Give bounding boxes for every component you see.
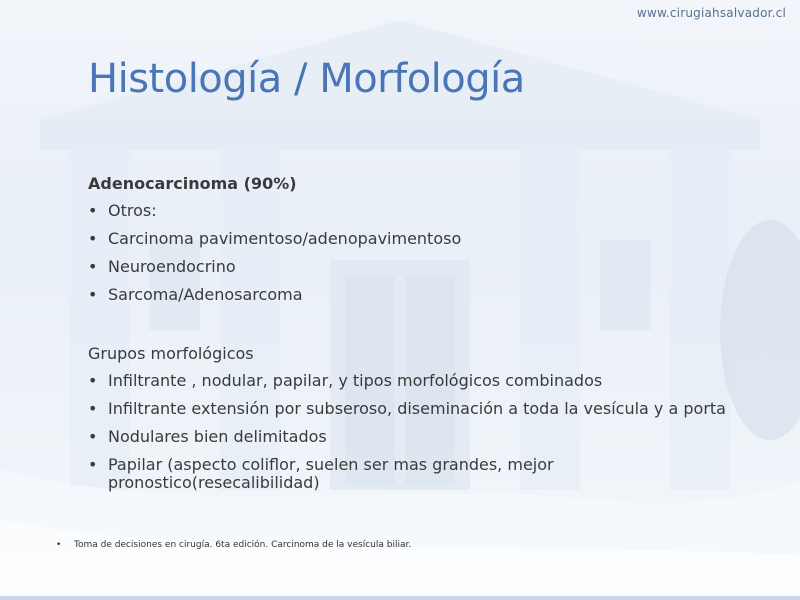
bullet-icon: • [88, 399, 98, 418]
slide-title: Histología / Morfología [88, 56, 525, 102]
list-item: • Infiltrante extensión por subseroso, diseminación a toda la vesícula y a porta [88, 399, 726, 418]
list-item: • Carcinoma pavimentoso/adenopavimentoso [88, 229, 462, 248]
section-heading-morphology: Grupos morfológicos [88, 344, 254, 363]
list-item: • Nodulares bien delimitados [88, 427, 327, 446]
bullet-icon: • [88, 257, 98, 276]
section-heading-adenocarcinoma: Adenocarcinoma (90%) [88, 174, 297, 193]
bullet-list-morphology [88, 372, 768, 492]
bullet-list-histology [88, 202, 768, 304]
bottom-divider [0, 596, 800, 600]
list-item: • Neuroendocrino [88, 257, 236, 276]
footnote-bullet-icon: • [56, 540, 62, 550]
list-item: • Otros: [88, 201, 157, 220]
list-item: • Sarcoma/Adenosarcoma [88, 285, 303, 304]
footnote [56, 540, 411, 550]
site-url: www.cirugiahsalvador.cl [636, 6, 786, 20]
list-item: • Infiltrante , nodular, papilar, y tipos morfológicos combinados [88, 371, 603, 390]
list-item: • Papilar (aspecto coliflor, suelen ser mas grandes, mejor pronostico(resecalibilidad) [88, 455, 554, 492]
bullet-icon: • [88, 371, 98, 390]
bullet-icon: • [88, 427, 98, 446]
bullet-icon: • [88, 455, 98, 474]
slide-content [88, 172, 768, 502]
bullet-icon: • [88, 201, 98, 220]
bullet-icon: • [88, 285, 98, 304]
footnote-text: Toma de decisiones en cirugía. 6ta edición. Carcinoma de la vesícula biliar. [74, 540, 412, 550]
bullet-icon: • [88, 229, 98, 248]
